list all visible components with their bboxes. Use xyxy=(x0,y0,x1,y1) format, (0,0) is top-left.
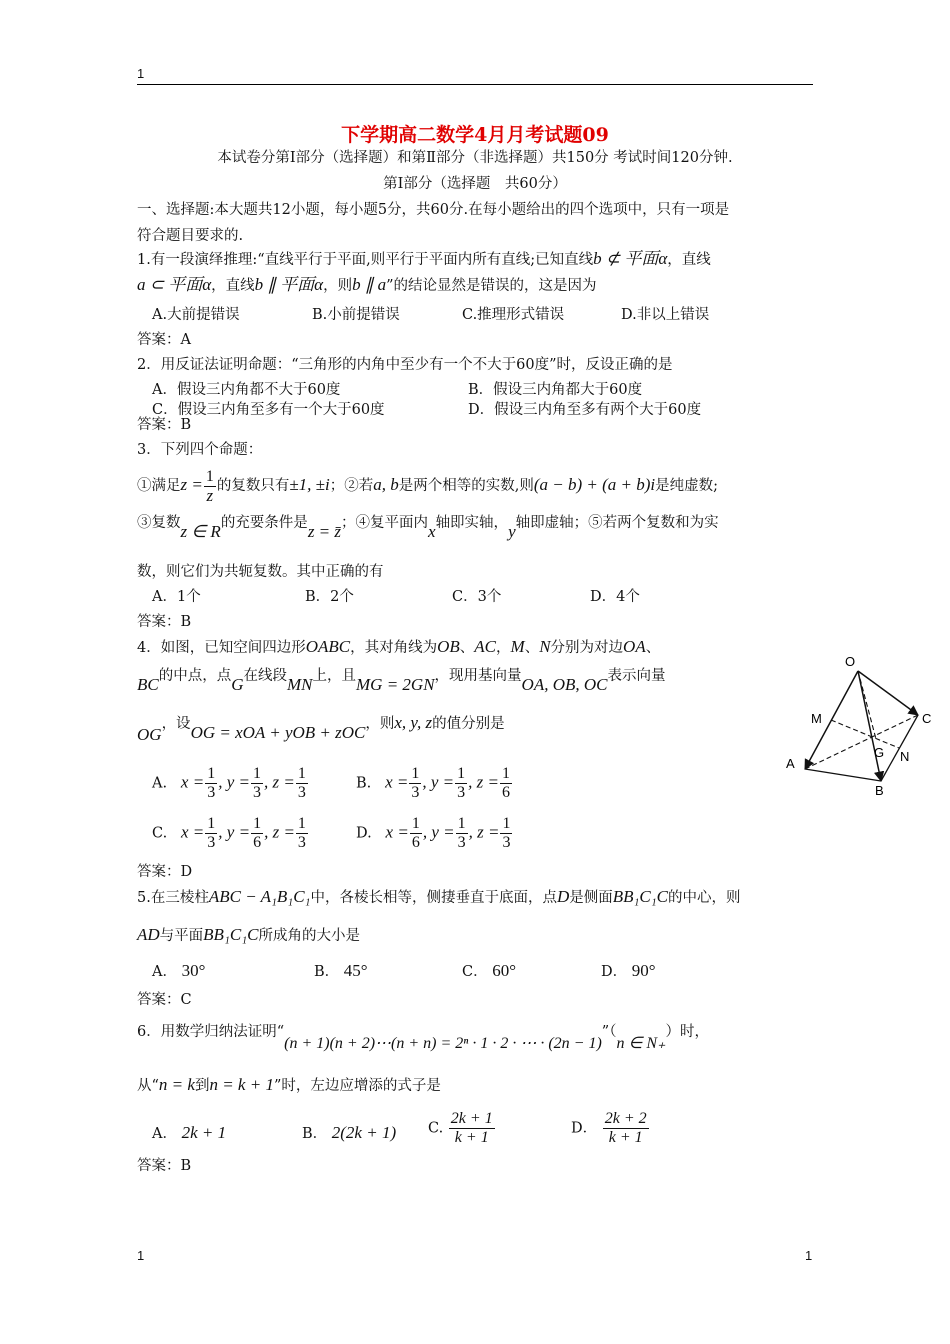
q2-option-d: D．假设三内角至多有两个大于60度 xyxy=(468,402,702,418)
q6-option-d: D． $\frac{2k + 2}{k + 1}$ xyxy=(571,1110,647,1146)
q6-option-b: B． 2(2k + 1) xyxy=(302,1123,397,1142)
q5-option-c: C． 60° xyxy=(462,961,517,980)
q4-stem-line2: BC的中点，点G在线段MN上，且MG = 2GN，现用基向量OA, OB, OC表示向量 xyxy=(137,668,666,694)
section-instructions-1: 一、选择题:本大题共12小题，每小题5分，共60分.在每小题给出的四个选项中，只有一项是 xyxy=(137,202,730,218)
label-c: C xyxy=(922,711,932,726)
q3-option-a: A．1个 xyxy=(152,589,201,605)
label-n: N xyxy=(900,749,910,764)
edge-ab xyxy=(805,769,881,781)
q2-option-c: C．假设三内角至多有一个大于60度 xyxy=(152,402,385,418)
q3-option-c: C．3个 xyxy=(452,589,502,605)
q2-stem: 2．用反证法证明命题：“三角形的内角中至少有一个不大于60度”时，反设正确的是 xyxy=(137,357,673,373)
footer-page-right: 1 xyxy=(805,1248,813,1263)
q6-option-c: C. $\frac{2k + 1}{k + 1}$ xyxy=(428,1110,493,1146)
q3-answer: 答案：B xyxy=(137,614,192,630)
q4-option-b: B. x = $\frac{1}{3}$ , y = $\frac{1}{3}$ , z = $\frac{1}{6}$ xyxy=(356,765,510,801)
q6-stem-line2: 从“n = k到n = k + 1”时，左边应增添的式子是 xyxy=(137,1075,441,1094)
fraction: $\frac{1}{z}$ xyxy=(205,467,214,505)
page-title: 下学期高二数学4月月考试题09 xyxy=(341,124,609,146)
q4-answer: 答案：D xyxy=(137,864,193,880)
q2-answer: 答案：B xyxy=(137,417,192,433)
header-page-number: 1 xyxy=(137,66,145,81)
edge-oc xyxy=(858,671,918,715)
q6-stem-line1: 6．用数学归纳法证明“(n + 1)(n + 2)⋯(n + n) = 2ⁿ · 1 · 2 · ⋯ · (2n − 1)”（n ∈ N₊）时， xyxy=(137,1024,710,1052)
q3-propositions-line2: ③复数z ∈ R的充要条件是z = z̄；④复平面内x轴即实轴，y轴即虚轴；⑤若两个复数和为实 xyxy=(137,515,719,541)
label-g: G xyxy=(874,745,885,760)
q5-answer: 答案：C xyxy=(137,992,192,1008)
q5-option-d: D． 90° xyxy=(601,961,656,980)
label-m: M xyxy=(811,711,822,726)
segment-og xyxy=(858,671,876,739)
q4-option-c: C. x = $\frac{1}{3}$ , y = $\frac{1}{6}$ , z = $\frac{1}{3}$ xyxy=(152,815,306,851)
q2-option-b: B．假设三内角都大于60度 xyxy=(468,382,643,398)
label-o: O xyxy=(845,654,856,669)
q1-option-a: A.大前提错误 xyxy=(152,307,240,323)
q3-propositions-line3: 数，则它们为共轭复数。其中正确的有 xyxy=(137,564,384,580)
label-b: B xyxy=(875,783,884,798)
exam-intro: 本试卷分第Ⅰ部分（选择题）和第Ⅱ部分（非选择题）共150分 考试时间120分钟. xyxy=(217,150,733,166)
footer-page-left: 1 xyxy=(137,1248,145,1263)
q1-option-c: C.推理形式错误 xyxy=(462,307,565,323)
edge-ob xyxy=(858,671,881,781)
part1-heading: 第Ⅰ部分（选择题 共60分） xyxy=(383,176,567,192)
label-a: A xyxy=(786,756,795,771)
q1-option-b: B.小前提错误 xyxy=(312,307,400,323)
segment-mn xyxy=(831,720,899,748)
q4-option-a: A. x = $\frac{1}{3}$ , y = $\frac{1}{3}$ , z = $\frac{1}{3}$ xyxy=(152,765,306,801)
q5-option-a: A． 30° xyxy=(152,961,206,980)
q3-stem: 3．下列四个命题： xyxy=(137,442,263,458)
q5-option-b: B． 45° xyxy=(314,961,368,980)
edge-bc xyxy=(881,715,918,781)
q3-option-b: B．2个 xyxy=(305,589,354,605)
q5-stem-line2: AD与平面BB₁C₁C所成角的大小是 xyxy=(137,925,360,944)
q6-answer: 答案：B xyxy=(137,1158,192,1174)
q1-option-d: D.非以上错误 xyxy=(621,307,710,323)
q2-option-a: A．假设三内角都不大于60度 xyxy=(152,382,341,398)
q3-propositions-line1: ①满足z = $\frac{1}{z}$ 的复数只有±1, ±i；②若a, b是两个相等的实数,则(a − b) + (a + b)i是纯虚数; xyxy=(137,467,719,505)
q4-option-d: D. x = $\frac{1}{6}$ , y = $\frac{1}{3}$ , z = $\frac{1}{3}$ xyxy=(356,815,511,851)
q1-stem-line2: a ⊂ 平面α，直线b ∥ 平面α，则b ∥ a”的结论显然是错误的，这是因为 xyxy=(137,275,597,294)
q3-option-d: D．4个 xyxy=(590,589,640,605)
q1-stem-line1: 1.有一段演绎推理:“直线平行于平面,则平行于平面内所有直线;已知直线b ⊄ 平面α，直线 xyxy=(137,249,711,268)
q5-stem-line1: 5.在三棱柱ABC − A₁B₁C₁中，各棱长相等，侧捿垂直于底面，点D是侧面BB₁C₁C的中心，则 xyxy=(137,887,741,906)
q1-answer: 答案：A xyxy=(137,332,191,348)
q4-stem-line3: OG，设OG = xOA + yOB + zOC，则x, y, z的值分别是 xyxy=(137,713,505,744)
q4-stem-line1: 4．如图，已知空间四边形OABC，其对角线为OB、AC，M、N分别为对边OA、 xyxy=(137,637,661,656)
section-instructions-2: 符合题目要求的. xyxy=(137,228,244,244)
q6-option-a: A． 2k + 1 xyxy=(152,1123,227,1142)
tetrahedron-figure xyxy=(783,653,933,803)
header-rule xyxy=(137,84,813,85)
